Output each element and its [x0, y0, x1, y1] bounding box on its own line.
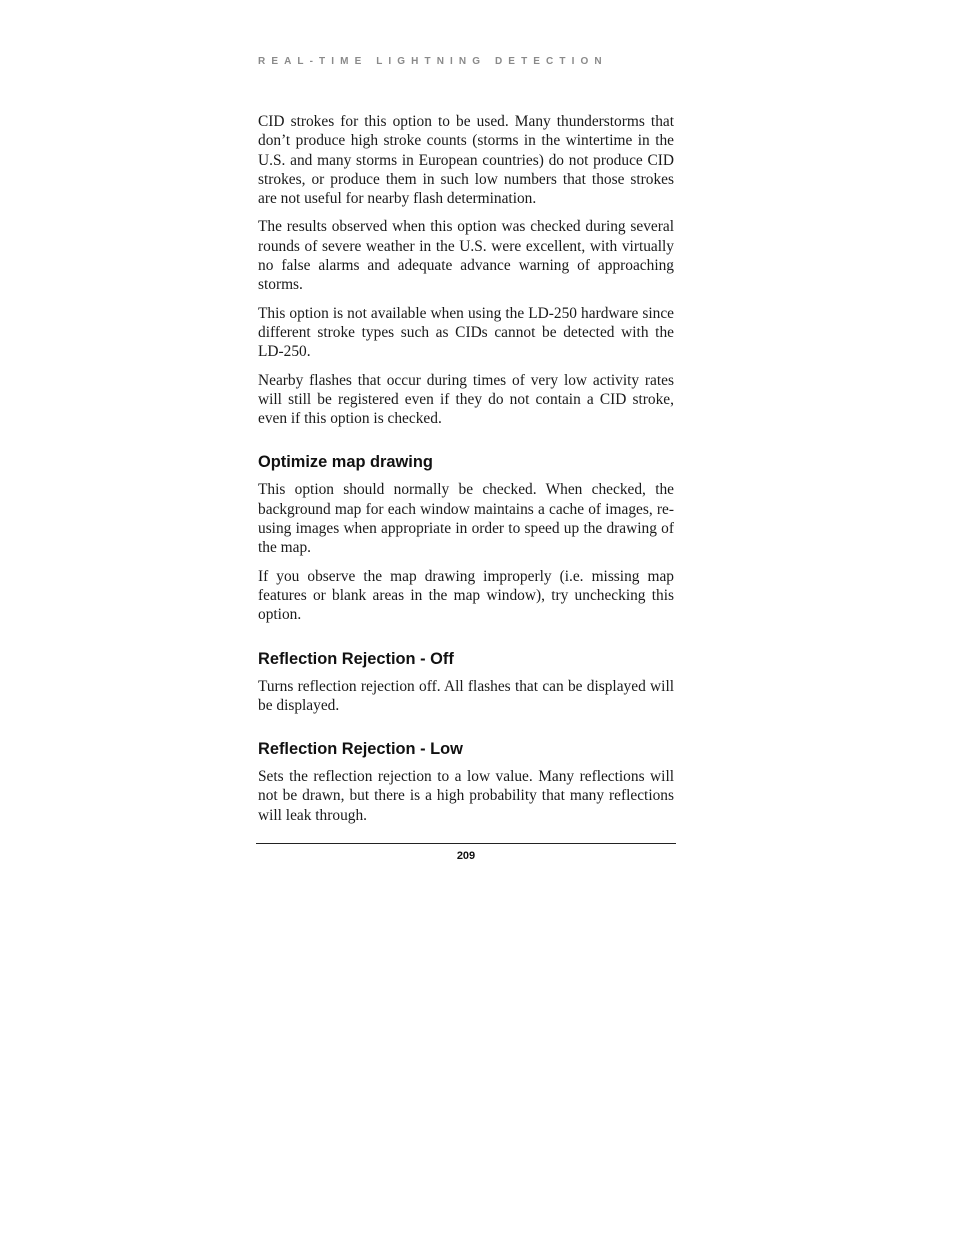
running-header: REAL-TIME LIGHTNING DETECTION — [258, 56, 608, 67]
section-heading-reflection-rejection-low: Reflection Rejection - Low — [258, 740, 463, 759]
paragraph: The results observed when this option was checked during several rounds of severe weather in the U.S. were excellent, with virtually no false alarms and adequate advance warning of approaching storms. — [258, 218, 674, 294]
paragraph: Nearby flashes that occur during times of very low activity rates will still be registered even if they do not contain a CID stroke, even if this option is checked. — [258, 371, 674, 428]
footer-divider — [256, 843, 676, 844]
page-body — [258, 112, 674, 834]
paragraph: This option is not available when using the LD-250 hardware since different stroke types such as CIDs cannot be detected with the LD-250. — [258, 304, 674, 361]
page-number: 209 — [456, 850, 476, 862]
paragraph: Turns reflection rejection off. All flashes that can be displayed will be displayed. — [258, 677, 674, 714]
section-heading-optimize-map-drawing: Optimize map drawing — [258, 453, 433, 472]
paragraph: This option should normally be checked. When checked, the background map for each window maintains a cache of images, re-using images when appropriate in order to speed up the drawing of the map. — [258, 481, 674, 557]
section-heading-reflection-rejection-off: Reflection Rejection - Off — [258, 649, 454, 668]
paragraph: If you observe the map drawing improperly (i.e. missing map features or blank areas in the map window), try unchecking this option. — [258, 567, 674, 624]
paragraph: CID strokes for this option to be used. Many thunderstorms that don’t produce high stroke counts (storms in the wintertime in the U.S. and many storms in European countries) do not produce CID strokes, or produce them in such low numbers that those strokes are not useful for nearby flash determination. — [258, 113, 674, 208]
paragraph: Sets the reflection rejection to a low value. Many reflections will not be drawn, but there is a high probability that many reflections will leak through. — [258, 768, 674, 824]
